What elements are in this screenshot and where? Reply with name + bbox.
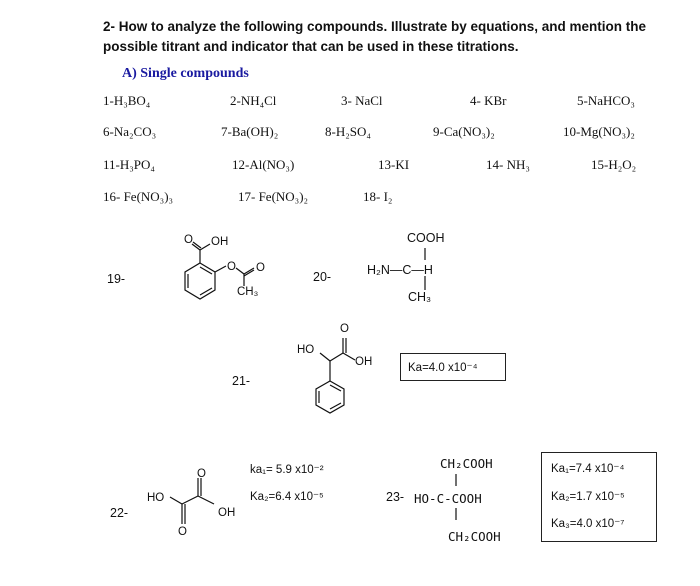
ka-box-23 [541,452,657,542]
aspirin-o3: O [256,262,265,274]
compound-14: 14- NH₃ [486,157,530,172]
compound-3: 3- NaCl [341,93,383,108]
compound-10: 10-Mg(NO₃)₂ [563,124,635,139]
compound-13: 13-KI [378,157,410,172]
structure-20-label: 20- [313,270,332,284]
ka2-23: Ka₂=1.7 x10⁻⁵ [551,491,625,503]
oxalic-o2: O [178,526,187,538]
citric-middle: HO-C-COOH [414,491,482,506]
structure-22-label: 22- [110,506,129,520]
ka3-23: Ka₃=4.0 x10⁻⁷ [551,518,625,530]
ka-box-21 [400,353,506,381]
compound-16: 16- Fe(NO₃)₃ [103,189,174,204]
ka-21: Ka=4.0 x10⁻⁴ [408,362,478,374]
compound-2: 2-NH₄Cl [230,93,277,108]
compound-4: 4- KBr [470,93,507,108]
mandelic-ho: HO [297,344,315,356]
aspirin-o2: O [227,261,236,273]
mandelic-acid-structure [300,325,373,425]
compound-7: 7-Ba(OH)₂ [221,124,279,139]
structure-23-label: 23- [386,490,405,504]
oxalic-ho: HO [147,492,165,504]
citric-bottom: CH₂COOH [448,529,501,544]
ka1-23: Ka₁=7.4 x10⁻⁴ [551,463,625,475]
ka1-22: ka₁= 5.9 x10⁻² [250,464,324,476]
structure-21-label: 21- [232,374,251,388]
mandelic-oh: OH [355,356,373,368]
compound-12: 12-Al(NO₃) [232,157,295,172]
citric-top: CH₂COOH [440,456,493,471]
compound-17: 17- Fe(NO₃)₂ [238,189,309,204]
compound-8: 8-H₂SO₄ [325,124,371,139]
compound-6: 6-Na₂CO₃ [103,124,157,139]
aspirin-o1: O [184,234,193,246]
alanine-ch3: CH₃ [408,290,432,304]
alanine-middle: H₂N—C—H [367,263,433,277]
section-title: A) Single compounds [122,66,249,81]
oxalic-o1: O [197,468,206,480]
question-line-1: 2- How to analyze the following compounds. Illustrate by equations, and mention the [103,19,647,34]
alanine-cooh: COOH [407,231,445,245]
mandelic-o: O [340,323,349,335]
compound-1: 1-H₃BO₄ [103,93,151,108]
question-line-2: possible titrant and indicator that can be used in these titrations. [103,39,519,54]
oxalic-oh: OH [218,507,236,519]
compound-18: 18- I₂ [363,189,393,204]
compound-15: 15-H₂O₂ [591,157,637,172]
compound-11: 11-H₃PO₄ [103,157,155,172]
structure-19-label: 19- [107,272,126,286]
aspirin-oh: OH [211,236,229,248]
compound-5: 5-NaHCO₃ [577,93,635,108]
ka2-22: Ka₂=6.4 x10⁻⁵ [250,491,324,503]
compound-9: 9-Ca(NO₃)₂ [433,124,495,139]
aspirin-ch3: CH₃ [237,286,259,298]
